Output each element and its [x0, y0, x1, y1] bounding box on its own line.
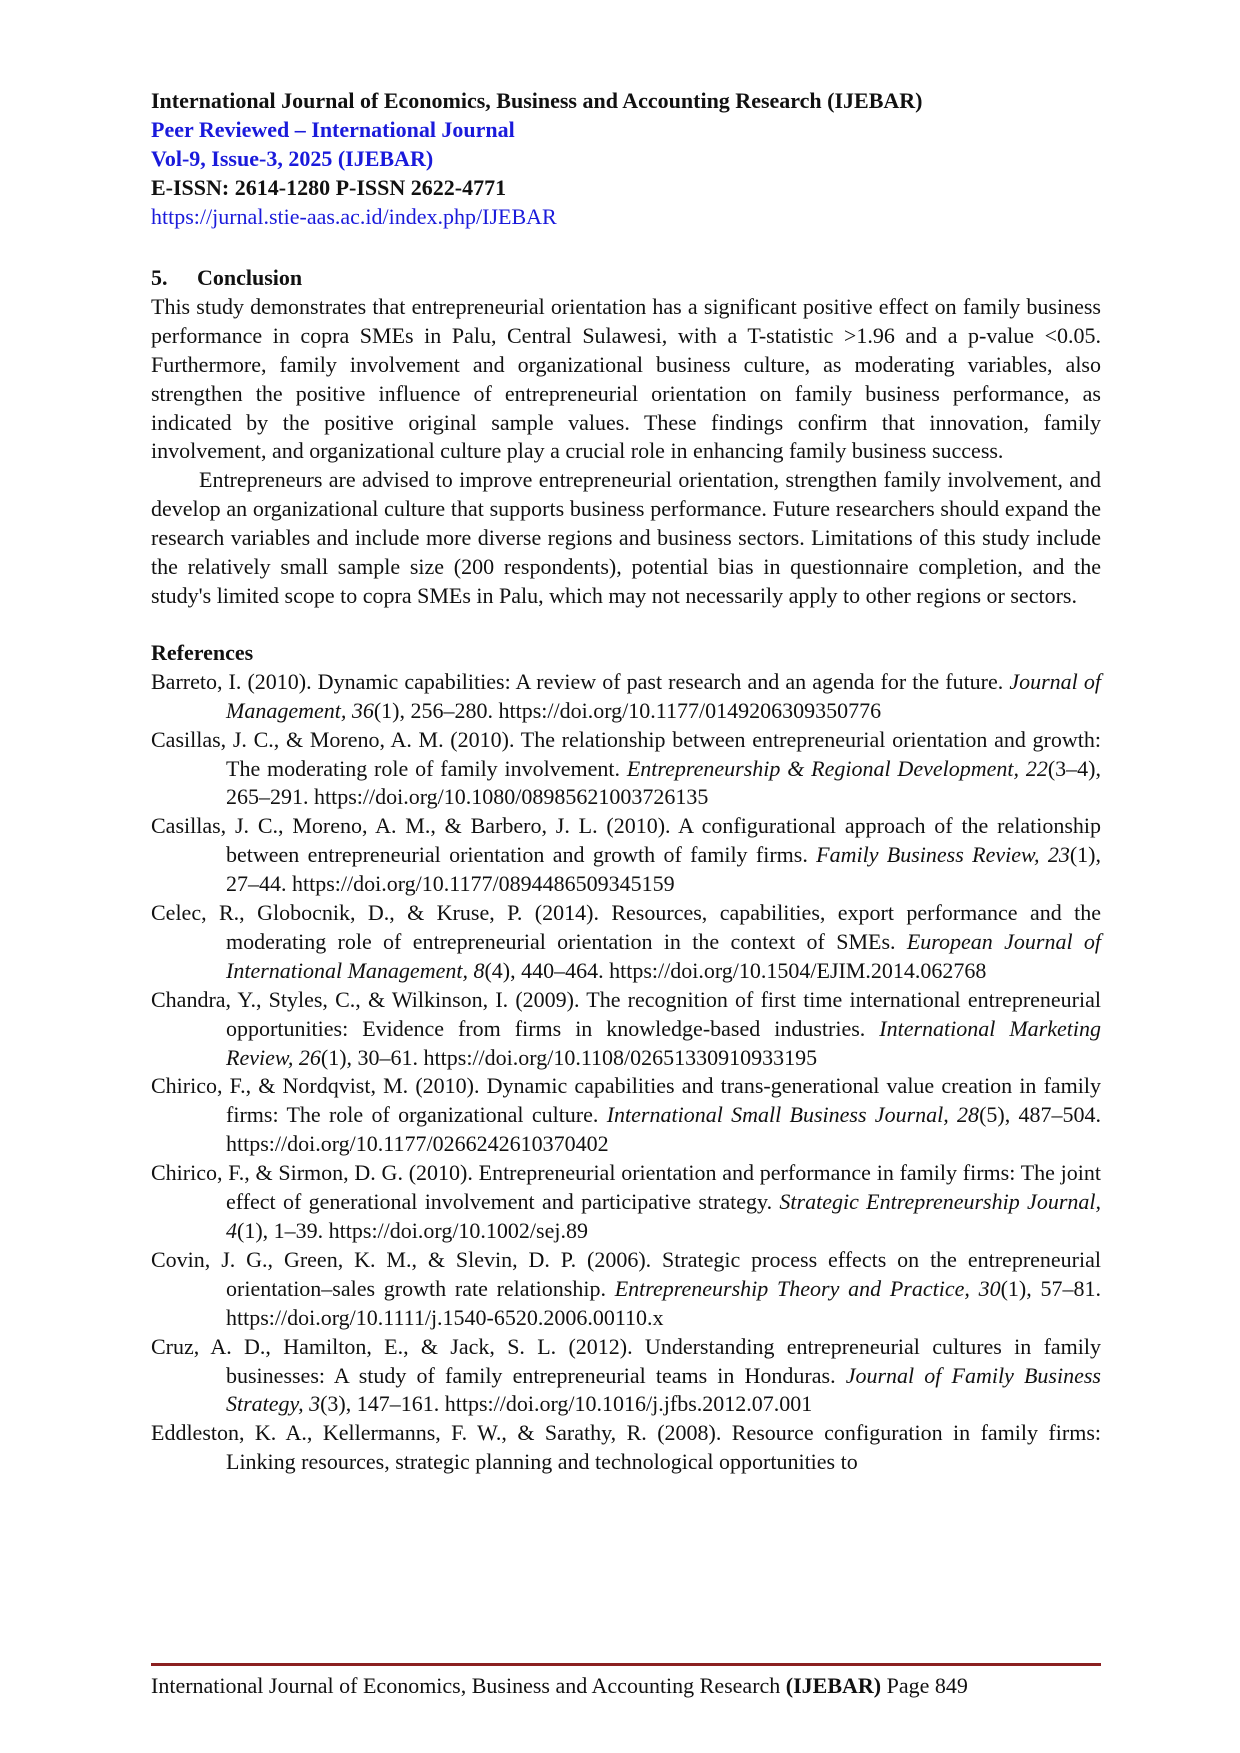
reference-journal: Journal of Family Business Strategy, 3	[226, 1362, 1101, 1417]
reference-issue-doi: (1), 57–81. https://doi.org/10.1111/j.1540-6520.2006.00110.x	[226, 1275, 1101, 1330]
peer-reviewed-label: Peer Reviewed – International Journal	[151, 117, 515, 142]
reference-item	[151, 1246, 1101, 1333]
reference-item	[151, 726, 1101, 813]
reference-issue-doi: (1), 1–39. https://doi.org/10.1002/sej.89	[237, 1218, 588, 1243]
reference-issue-doi: (1), 256–280. https://doi.org/10.1177/0149206309350776	[373, 697, 882, 723]
reference-journal: International Marketing Review, 26	[226, 1015, 1101, 1070]
reference-issue-doi: (1), 27–44. https://doi.org/10.1177/0894486509345159	[226, 842, 1101, 897]
references-heading: References	[151, 639, 254, 665]
reference-item	[151, 812, 1101, 899]
reference-item	[151, 1419, 1101, 1477]
page-number: Page 849	[881, 1673, 968, 1698]
reference-authors-title: Chandra, Y., Styles, C., & Wilkinson, I. (2009). The recognition of first time international entrepreneurial opportunities: Evidence from firms in knowledge-based industries.	[151, 986, 1101, 1041]
reference-item	[151, 1072, 1101, 1159]
reference-journal: Entrepreneurship & Regional Development, 22	[626, 755, 1048, 781]
reference-journal: Journal of Management, 36	[226, 668, 1101, 723]
journal-url-link[interactable]: https://jurnal.stie-aas.ac.id/index.php/IJEBAR	[151, 204, 557, 229]
reference-journal: Strategic Entrepreneurship Journal, 4	[226, 1189, 1101, 1243]
reference-issue-doi: (1), 30–61. https://doi.org/10.1108/02651330910933195	[320, 1044, 818, 1070]
reference-item	[151, 899, 1101, 986]
reference-journal: European Journal of International Management, 8	[226, 928, 1102, 983]
reference-item	[151, 1159, 1101, 1246]
page-footer	[151, 1672, 1101, 1700]
reference-journal: Family Business Review, 23	[816, 842, 1070, 868]
footer-journal-abbrev: (IJEBAR)	[785, 1673, 882, 1698]
reference-issue-doi: (3–4), 265–291. https://doi.org/10.1080/08985621003726135	[226, 755, 1101, 810]
conclusion-paragraph: This study demonstrates that entrepreneurial orientation has a significant positive effect on family business performance in copra SMEs in Palu, Central Sulawesi, with a T-statistic >1.96 and a p-value <0.05. Furthermore, family involvement and organizational business culture, as moderating variables, also strengthen the positive influence of entrepreneurial orientation on family business performance, as indicated by the positive original sample values. These findings confirm that innovation, family involvement, and organizational culture play a crucial role in enhancing family business success.	[151, 293, 1101, 464]
reference-item	[151, 1333, 1101, 1420]
reference-authors-title: Cruz, A. D., Hamilton, E., & Jack, S. L. (2012). Understanding entrepreneurial cultures in family businesses: A study of family entrepreneurial teams in Honduras.	[151, 1333, 1101, 1388]
journal-title: International Journal of Economics, Business and Accounting Research (IJEBAR)	[151, 88, 923, 113]
section-number: 5.	[151, 265, 168, 290]
reference-journal: International Small Business Journal, 28	[606, 1102, 980, 1128]
reference-issue-doi: (5), 487–504. https://doi.org/10.1177/0266242610370402	[226, 1102, 1102, 1157]
reference-authors-title: Covin, J. G., Green, K. M., & Slevin, D. P. (2006). Strategic process effects on the entrepreneurial orientation–sales growth rate relationship.	[151, 1246, 1101, 1301]
volume-issue: Vol-9, Issue-3, 2025 (IJEBAR)	[151, 146, 434, 171]
footer-journal-name: International Journal of Economics, Business and Accounting Research	[151, 1673, 786, 1698]
issn-numbers: E-ISSN: 2614-1280 P-ISSN 2622-4771	[151, 175, 507, 200]
reference-item	[151, 986, 1101, 1073]
reference-list	[151, 668, 1101, 1477]
section-title: Conclusion	[197, 265, 303, 290]
reference-authors-title: Barreto, I. (2010). Dynamic capabilities: A review of past research and an agenda for the future.	[151, 668, 1010, 694]
conclusion-paragraph: Entrepreneurs are advised to improve entrepreneurial orientation, strengthen family involvement, and develop an organizational culture that supports business performance. Future researchers should expand the research variables and include more diverse regions and business sectors. Limitations of this study include the relatively small sample size (200 respondents), potential bias in questionnaire completion, and the study's limited scope to copra SMEs in Palu, which may not necessarily apply to other regions or sectors.	[151, 467, 1101, 608]
reference-authors-title: Eddleston, K. A., Kellermanns, F. W., & Sarathy, R. (2008). Resource configuration in family firms: Linking resources, strategic planning and technological opportunities to	[151, 1420, 1101, 1475]
reference-journal: Entrepreneurship Theory and Practice, 30	[614, 1275, 1001, 1301]
reference-issue-doi: (3), 147–161. https://doi.org/10.1016/j.jfbs.2012.07.001	[320, 1391, 813, 1417]
journal-header	[151, 86, 1091, 231]
reference-issue-doi: (4), 440–464. https://doi.org/10.1504/EJIM.2014.062768	[484, 957, 987, 983]
reference-authors-title: Celec, R., Globocnik, D., & Kruse, P. (2014). Resources, capabilities, export performance and the moderating role of entrepreneurial orientation in the context of SMEs.	[151, 900, 1101, 954]
reference-item	[151, 668, 1101, 726]
main-content	[151, 264, 1101, 1477]
conclusion-heading	[151, 264, 1101, 293]
reference-authors-title: Chirico, F., & Nordqvist, M. (2010). Dynamic capabilities and trans-generational value creation in family firms: The role of organizational culture.	[151, 1073, 1101, 1128]
reference-authors-title: Casillas, J. C., Moreno, A. M., & Barbero, J. L. (2010). A configurational approach of the relationship between entrepreneurial orientation and growth of family firms.	[151, 813, 1101, 868]
footer-divider	[151, 1663, 1101, 1666]
reference-authors-title: Casillas, J. C., & Moreno, A. M. (2010). The relationship between entrepreneurial orientation and growth: The moderating role of family involvement.	[151, 726, 1101, 781]
reference-authors-title: Chirico, F., & Sirmon, D. G. (2010). Entrepreneurial orientation and performance in family firms: The joint effect of generational involvement and participative strategy.	[151, 1160, 1101, 1215]
